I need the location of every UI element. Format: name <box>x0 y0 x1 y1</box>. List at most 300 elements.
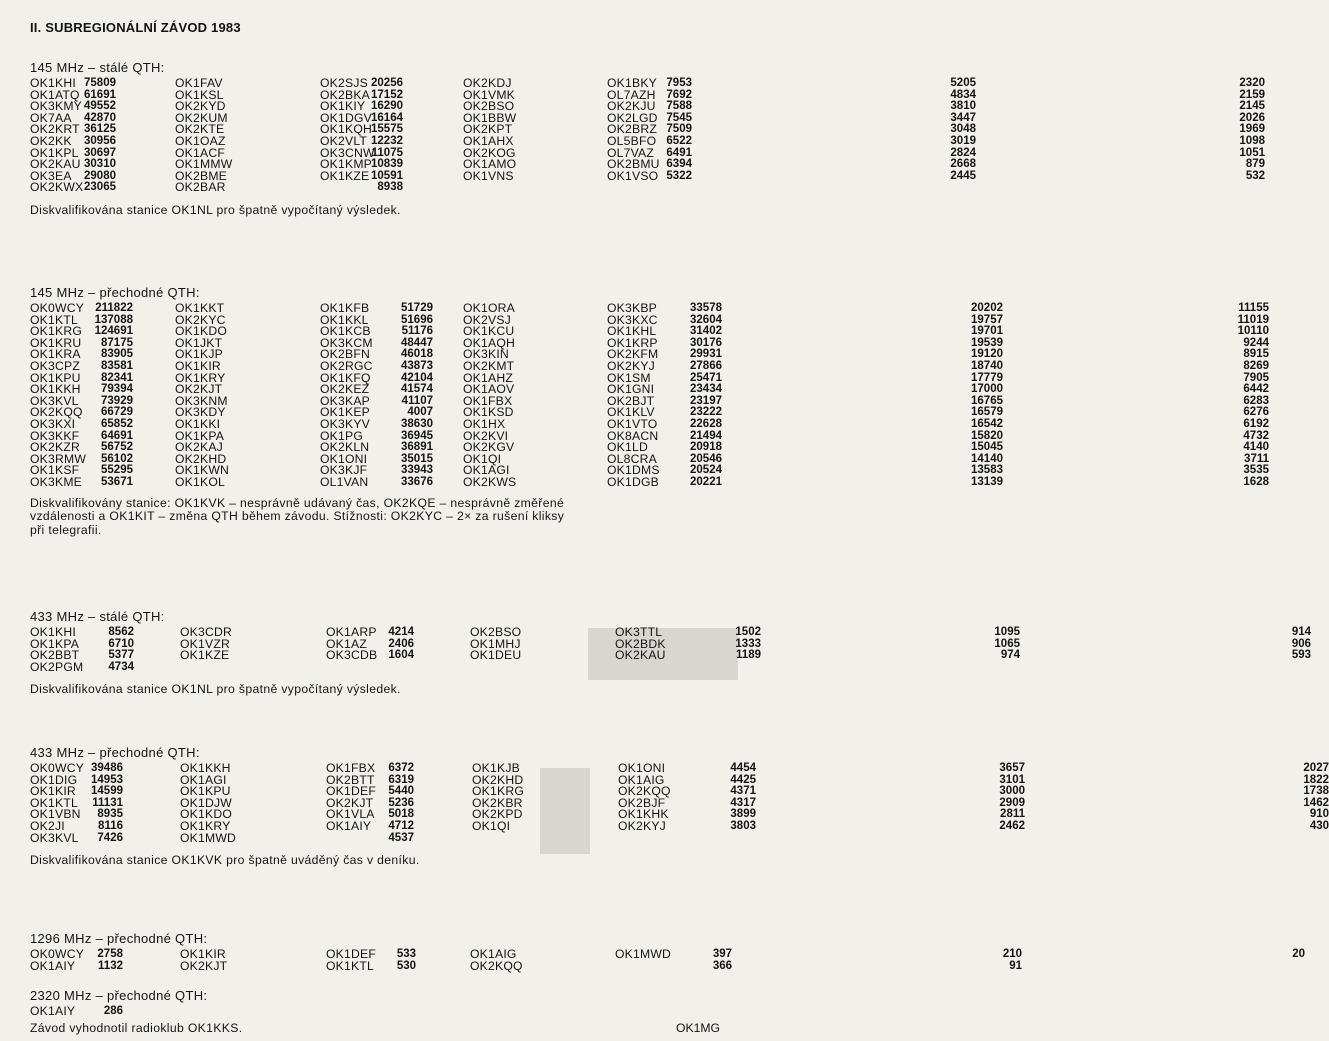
station-score: 532 <box>1245 169 1265 182</box>
station-score: 10839 <box>371 158 403 171</box>
station-score: 2406 <box>388 637 414 650</box>
station-callsign: OK3KXC <box>607 312 658 327</box>
station-score: 22628 <box>690 417 722 430</box>
station-callsign: OK2KWX <box>30 180 84 195</box>
station-callsign: OK2KQQ <box>30 405 83 420</box>
station-score: 4834 <box>950 88 976 101</box>
station-score: 17779 <box>971 371 1003 384</box>
station-callsign: OK1KRP <box>607 335 658 350</box>
station-score: 7426 <box>97 831 123 844</box>
station-score: 16765 <box>971 394 1003 407</box>
station-callsign: OK1BKY <box>607 76 657 90</box>
station-callsign: OK2KYJ <box>618 818 666 833</box>
station-callsign: OK1KIR <box>180 947 226 961</box>
station-callsign: OK2KWS <box>463 474 517 489</box>
station-score: 23222 <box>690 406 722 419</box>
station-callsign: OK1VZR <box>180 636 230 651</box>
station-callsign: OK1KKI <box>175 416 221 431</box>
station-callsign: OK1MMW <box>175 157 233 172</box>
station-callsign: OK3CDB <box>326 648 378 663</box>
station-score: 49552 <box>84 100 116 113</box>
station-score: 5440 <box>388 785 414 798</box>
station-callsign: OK1KLV <box>607 405 655 420</box>
station-score: 1822 <box>1303 773 1329 786</box>
section-5 <box>30 986 742 1018</box>
station-score: 41107 <box>401 394 433 407</box>
results-grid <box>30 761 1329 845</box>
station-score: 3810 <box>950 100 976 113</box>
station-score: 6394 <box>666 158 692 171</box>
station-callsign: OK1DJW <box>180 795 232 810</box>
station-callsign: OK2PGM <box>30 659 84 674</box>
station-callsign: OK1KRU <box>30 335 82 350</box>
station-score: 33943 <box>401 464 433 477</box>
station-callsign: OK3KAP <box>320 393 370 408</box>
station-score: 23065 <box>84 181 116 194</box>
station-callsign: OK2KYD <box>175 99 226 114</box>
station-score: 593 <box>1291 649 1311 662</box>
station-callsign: OK1ACF <box>175 145 225 160</box>
station-score: 13583 <box>971 464 1003 477</box>
station-score: 530 <box>396 959 416 972</box>
station-score: 13139 <box>971 475 1003 488</box>
station-callsign: OK3KNM <box>175 393 228 408</box>
station-score: 6710 <box>108 637 134 650</box>
station-callsign: OK2KMT <box>463 358 515 373</box>
station-callsign: OK1KPU <box>180 784 231 799</box>
station-score: 3803 <box>730 819 756 832</box>
station-score: 30697 <box>84 146 116 159</box>
station-callsign: OK1KRA <box>30 347 81 362</box>
station-score: 19701 <box>971 325 1003 338</box>
station-score: 7545 <box>666 111 692 124</box>
station-score: 64691 <box>101 429 133 442</box>
footer-note: Závod vyhodnotil radioklub OK1KKS. <box>30 1021 243 1035</box>
station-callsign: OK1KKL <box>320 312 369 327</box>
document-title: II. SUBREGIONÁLNÍ ZÁVOD 1983 <box>30 20 241 35</box>
station-callsign: OK1DGV <box>320 110 372 125</box>
station-score: 30310 <box>84 158 116 171</box>
station-callsign: OK1KHI <box>30 625 76 639</box>
station-score: 14140 <box>971 452 1003 465</box>
station-score: 3101 <box>999 773 1025 786</box>
station-callsign: OK1KRG <box>30 324 82 339</box>
station-callsign: OK1KPL <box>30 145 79 160</box>
station-callsign: OK1AHX <box>463 133 514 148</box>
station-score: 3535 <box>1243 464 1269 477</box>
station-callsign: OK2BFN <box>320 347 370 362</box>
station-callsign: OK2LGD <box>607 110 658 125</box>
station-score: 91 <box>1009 959 1022 972</box>
station-callsign: OK2KPT <box>463 122 513 137</box>
station-callsign: OK2KQQ <box>618 784 671 799</box>
station-score: 8269 <box>1243 359 1269 372</box>
station-callsign: OK1VTO <box>607 416 658 431</box>
station-score: 2811 <box>1000 808 1025 821</box>
station-score: 14953 <box>91 773 123 786</box>
station-callsign: OK1GNI <box>607 382 655 397</box>
station-score: 974 <box>1000 649 1020 662</box>
station-callsign: OK1VNS <box>463 168 514 183</box>
station-callsign: OK1SM <box>607 370 651 385</box>
station-callsign: OK3EA <box>30 168 72 183</box>
station-callsign: OK2KGV <box>463 440 515 455</box>
station-callsign: OK2BBT <box>30 648 80 663</box>
station-callsign: OK1KSD <box>463 405 514 420</box>
station-score: 1969 <box>1239 123 1265 136</box>
station-callsign: OK1KKH <box>30 382 81 397</box>
station-score: 286 <box>103 1005 123 1017</box>
station-score: 42104 <box>401 371 433 384</box>
station-callsign: OK2VLT <box>320 133 368 148</box>
section-heading: 433 MHz – stálé QTH: <box>30 609 165 624</box>
station-score: 83581 <box>101 359 133 372</box>
station-score: 2758 <box>97 948 123 960</box>
station-score: 2145 <box>1239 100 1265 113</box>
station-score: 5236 <box>388 796 414 809</box>
section-heading: 145 MHz – stálé QTH: <box>30 60 165 75</box>
station-callsign: OL7VAZ <box>607 145 655 160</box>
station-score: 6522 <box>666 134 692 147</box>
station-callsign: OK2KEZ <box>320 382 370 397</box>
station-callsign: OK1KIR <box>175 358 221 373</box>
station-score: 6319 <box>388 773 414 786</box>
station-score: 15820 <box>971 429 1003 442</box>
station-score: 79394 <box>101 383 133 396</box>
station-callsign: OK3KYV <box>320 416 370 431</box>
station-score: 18740 <box>971 359 1003 372</box>
station-callsign: OK2BAR <box>175 180 226 195</box>
station-score: 19120 <box>971 348 1003 361</box>
station-score: 906 <box>1291 637 1311 650</box>
station-callsign: OK2KBR <box>472 795 523 810</box>
station-score: 397 <box>712 948 732 960</box>
station-callsign: OK2KFM <box>607 347 659 362</box>
section-2 <box>30 607 1311 697</box>
station-callsign: OK1FBX <box>463 393 513 408</box>
station-score: 65852 <box>101 417 133 430</box>
station-callsign: OK1MWD <box>180 830 237 845</box>
station-score: 73929 <box>101 394 133 407</box>
station-score: 7692 <box>666 88 692 101</box>
station-score: 6276 <box>1243 406 1269 419</box>
station-callsign: OK3KIN <box>463 347 509 362</box>
station-callsign: OK1KTL <box>30 312 78 327</box>
station-callsign: OK2KHD <box>175 451 227 466</box>
station-callsign: OK1KCU <box>463 324 515 339</box>
station-callsign: OK3KME <box>30 474 82 489</box>
station-score: 137088 <box>94 313 133 326</box>
station-callsign: OK2KHD <box>472 772 524 787</box>
section-heading: 2320 MHz – přechodné QTH: <box>30 988 208 1003</box>
station-score: 4454 <box>730 762 756 774</box>
station-score: 910 <box>1309 808 1329 821</box>
station-score: 87175 <box>101 336 133 349</box>
station-callsign: OK1DMS <box>607 463 660 478</box>
station-callsign: OK1MWD <box>615 947 672 961</box>
station-callsign: OK1KDO <box>175 324 227 339</box>
station-score: 1604 <box>388 649 414 662</box>
station-callsign: OK1VSO <box>607 168 659 183</box>
station-score: 36945 <box>401 429 433 442</box>
station-callsign: OK1KRY <box>180 818 231 833</box>
station-callsign: OK1KEP <box>320 405 370 420</box>
station-callsign: OK1ONI <box>618 761 666 775</box>
station-callsign: OK3KBP <box>607 301 657 315</box>
station-score: 6372 <box>388 762 414 774</box>
station-callsign: OK3KXI <box>30 416 76 431</box>
station-score: 10110 <box>1237 325 1269 338</box>
station-score: 4140 <box>1243 441 1269 454</box>
station-callsign: OK1KPA <box>30 636 80 651</box>
station-score: 20524 <box>690 464 722 477</box>
station-score: 2668 <box>950 158 976 171</box>
station-callsign: OK2BME <box>175 168 227 183</box>
station-score: 31402 <box>690 325 722 338</box>
station-callsign: OK1AGI <box>463 463 510 478</box>
station-callsign: OK1OAZ <box>175 133 226 148</box>
results-grid <box>30 301 1269 489</box>
station-callsign: OK2KAU <box>615 648 666 663</box>
disqualification-note: Diskvalifikována stanice OK1NL pro špatně vypočítaný výsledek. <box>30 682 401 697</box>
station-score: 29080 <box>84 169 116 182</box>
station-callsign: OK1ONI <box>320 451 368 466</box>
station-callsign: OK2KJU <box>607 99 656 114</box>
station-score: 42870 <box>84 111 116 124</box>
station-callsign: OK1ATQ <box>30 87 80 102</box>
station-score: 2462 <box>999 819 1025 832</box>
note-line: Diskvalifikovány stanice: OK1KVK – nesprávně udávaný čas, OK2KQE – nesprávně změřené <box>30 495 565 510</box>
station-callsign: OL5BFO <box>607 133 657 148</box>
station-callsign: OK2KPD <box>472 807 523 822</box>
station-callsign: OK1AIG <box>470 947 517 961</box>
station-score: 33578 <box>690 302 722 314</box>
station-callsign: OK1VBN <box>30 807 81 822</box>
station-score: 10591 <box>371 169 403 182</box>
station-score: 879 <box>1245 158 1265 171</box>
station-score: 21494 <box>690 429 722 442</box>
station-callsign: OK2BRZ <box>607 122 657 137</box>
station-score: 39486 <box>91 762 123 774</box>
station-score: 2159 <box>1239 88 1265 101</box>
station-callsign: OK1LD <box>607 440 648 455</box>
station-callsign: OK1ARP <box>326 625 377 639</box>
station-callsign: OK1KHL <box>607 324 657 339</box>
station-score: 11155 <box>1238 302 1269 314</box>
station-score: 41574 <box>401 383 433 396</box>
station-score: 32604 <box>690 313 722 326</box>
station-score: 16164 <box>371 111 403 124</box>
station-callsign: OK1FAV <box>175 76 223 90</box>
station-callsign: OK1KQH <box>320 122 372 137</box>
station-score: 75809 <box>84 77 116 89</box>
station-callsign: OK3KVL <box>30 393 79 408</box>
station-score: 43873 <box>401 359 433 372</box>
station-callsign: OK1KSL <box>175 87 224 102</box>
station-score: 1098 <box>1239 134 1265 147</box>
station-callsign: OK1VLA <box>326 807 375 822</box>
station-score: 3000 <box>999 785 1025 798</box>
note-line: vzdálenosti a OK1KIT – změna QTH během závodu. Stížnosti: OK2KYC – 2× za rušení kliksy <box>30 509 565 524</box>
station-score: 8938 <box>377 181 403 194</box>
station-score: 5377 <box>108 649 134 662</box>
station-callsign: OK1KJB <box>472 761 520 775</box>
station-score: 124691 <box>94 325 133 338</box>
station-callsign: OK2KAU <box>30 157 81 172</box>
station-score: 15575 <box>371 123 403 136</box>
station-score: 366 <box>712 959 732 972</box>
station-score: 8116 <box>98 819 123 832</box>
station-callsign: OK1KSF <box>30 463 80 478</box>
station-score: 51696 <box>401 313 433 326</box>
station-callsign: OK2KK <box>30 133 72 148</box>
station-score: 3019 <box>950 134 976 147</box>
station-callsign: OK3KMY <box>30 99 82 114</box>
station-score: 5322 <box>666 169 692 182</box>
station-score: 20 <box>1292 948 1305 960</box>
station-score: 16542 <box>971 417 1003 430</box>
section-heading: 1296 MHz – přechodné QTH: <box>30 931 208 946</box>
station-callsign: OK1QI <box>472 818 511 833</box>
station-score: 1132 <box>98 959 123 972</box>
station-callsign: OK2BMU <box>607 157 660 172</box>
station-score: 3048 <box>950 123 976 136</box>
section-1 <box>30 283 1269 537</box>
station-callsign: OK3RMW <box>30 451 87 466</box>
station-score: 4371 <box>730 785 756 798</box>
station-callsign: OL7AZH <box>607 87 656 102</box>
signature: OK1MG <box>676 1021 721 1035</box>
station-callsign: OK1KCB <box>320 324 371 339</box>
station-score: 2909 <box>999 796 1025 809</box>
station-score: 211822 <box>95 302 133 314</box>
station-score: 56102 <box>101 452 133 465</box>
station-score: 16579 <box>971 406 1003 419</box>
station-callsign: OK1KPA <box>175 428 225 443</box>
station-callsign: OK1AQH <box>463 335 515 350</box>
station-callsign: OK1KWN <box>175 463 230 478</box>
station-callsign: OK1AIY <box>30 958 76 973</box>
station-score: 56752 <box>101 441 133 454</box>
station-callsign: OK1AOV <box>463 382 515 397</box>
station-score: 8562 <box>108 626 134 638</box>
section-heading: 145 MHz – přechodné QTH: <box>30 285 200 300</box>
disqualification-note <box>30 497 742 538</box>
station-callsign: OK1KHK <box>618 807 669 822</box>
station-score: 6283 <box>1243 394 1269 407</box>
station-callsign: OK2KJT <box>175 382 223 397</box>
station-score: 2026 <box>1239 111 1265 124</box>
station-score: 20221 <box>690 475 722 488</box>
station-score: 46018 <box>401 348 433 361</box>
station-score: 7588 <box>666 100 692 113</box>
station-callsign: OK3CNW <box>320 145 375 160</box>
station-callsign: OK3KJF <box>320 463 368 478</box>
station-callsign: OK3KVL <box>30 830 79 845</box>
station-callsign: OK1KDO <box>180 807 232 822</box>
station-score: 16290 <box>371 100 403 113</box>
station-score: 3447 <box>950 111 976 124</box>
station-score: 914 <box>1291 626 1311 638</box>
station-callsign: OK2VSJ <box>463 312 511 327</box>
station-score: 20256 <box>371 77 403 89</box>
section-3 <box>30 743 1329 868</box>
station-callsign: OK1AMO <box>463 157 517 172</box>
station-score: 5018 <box>388 808 414 821</box>
station-score: 51729 <box>401 302 433 314</box>
station-callsign: OK1MHJ <box>470 636 521 651</box>
station-callsign: OK2JI <box>30 818 65 833</box>
station-score: 23434 <box>690 383 722 396</box>
station-score: 11075 <box>371 146 403 159</box>
station-callsign: OK1KIR <box>30 784 76 799</box>
station-callsign: OK2KYJ <box>607 358 655 373</box>
station-callsign: OK1KFQ <box>320 370 371 385</box>
station-score: 12232 <box>371 134 403 147</box>
station-callsign: OK1DIG <box>30 772 78 787</box>
station-score: 51176 <box>401 325 433 338</box>
disqualification-note: Diskvalifikována stanice OK1NL pro špatně vypočítaný výsledek. <box>30 203 401 217</box>
results-grid <box>30 947 1305 973</box>
station-score: 1738 <box>1303 785 1329 798</box>
station-score: 11019 <box>1237 313 1269 326</box>
station-score: 3657 <box>999 762 1025 774</box>
station-callsign: OK2KOG <box>463 145 516 160</box>
station-callsign: OK1DEF <box>326 784 376 799</box>
station-score: 1189 <box>736 649 761 662</box>
station-callsign: OK0WCY <box>30 761 85 775</box>
station-callsign: OK1HX <box>463 416 506 431</box>
station-callsign: OK1AZ <box>326 636 367 651</box>
station-callsign: OK1KIY <box>320 99 366 114</box>
station-callsign: OK1AIY <box>326 818 372 833</box>
station-callsign: OK2KAJ <box>175 440 223 455</box>
station-score: 9244 <box>1243 336 1269 349</box>
station-callsign: OK2KRT <box>30 122 80 137</box>
station-callsign: OK1AIY <box>30 1004 76 1018</box>
station-score: 27866 <box>690 359 722 372</box>
station-callsign: OK1FBX <box>326 761 376 775</box>
section-0 <box>30 58 1265 218</box>
station-callsign: OK1KTL <box>326 958 374 973</box>
station-callsign: OK2BJF <box>618 795 666 810</box>
station-score: 6442 <box>1243 383 1269 396</box>
station-score: 1065 <box>994 637 1020 650</box>
station-score: 8935 <box>97 808 123 821</box>
station-score: 4007 <box>407 406 433 419</box>
station-callsign: OK2BKA <box>320 87 370 102</box>
station-score: 61691 <box>84 88 116 101</box>
station-callsign: OK1QI <box>463 451 502 466</box>
station-score: 23197 <box>690 394 722 407</box>
station-callsign: OK1KJP <box>175 347 223 362</box>
station-callsign: OK1KFB <box>320 301 370 315</box>
station-callsign: OK1KKH <box>180 761 231 775</box>
station-score: 8915 <box>1243 348 1269 361</box>
station-callsign: OK3KDY <box>175 405 226 420</box>
station-score: 53671 <box>101 475 133 488</box>
station-callsign: OK2KUM <box>175 110 228 125</box>
station-callsign: OK1DEU <box>470 648 522 663</box>
station-score: 2320 <box>1239 77 1265 89</box>
station-score: 2027 <box>1303 762 1329 774</box>
station-score: 4537 <box>388 831 414 844</box>
station-score: 1333 <box>735 637 761 650</box>
station-score: 4425 <box>730 773 756 786</box>
station-callsign: OK1KPU <box>30 370 81 385</box>
results-grid <box>30 625 1311 674</box>
station-callsign: OK1KHI <box>30 76 76 90</box>
